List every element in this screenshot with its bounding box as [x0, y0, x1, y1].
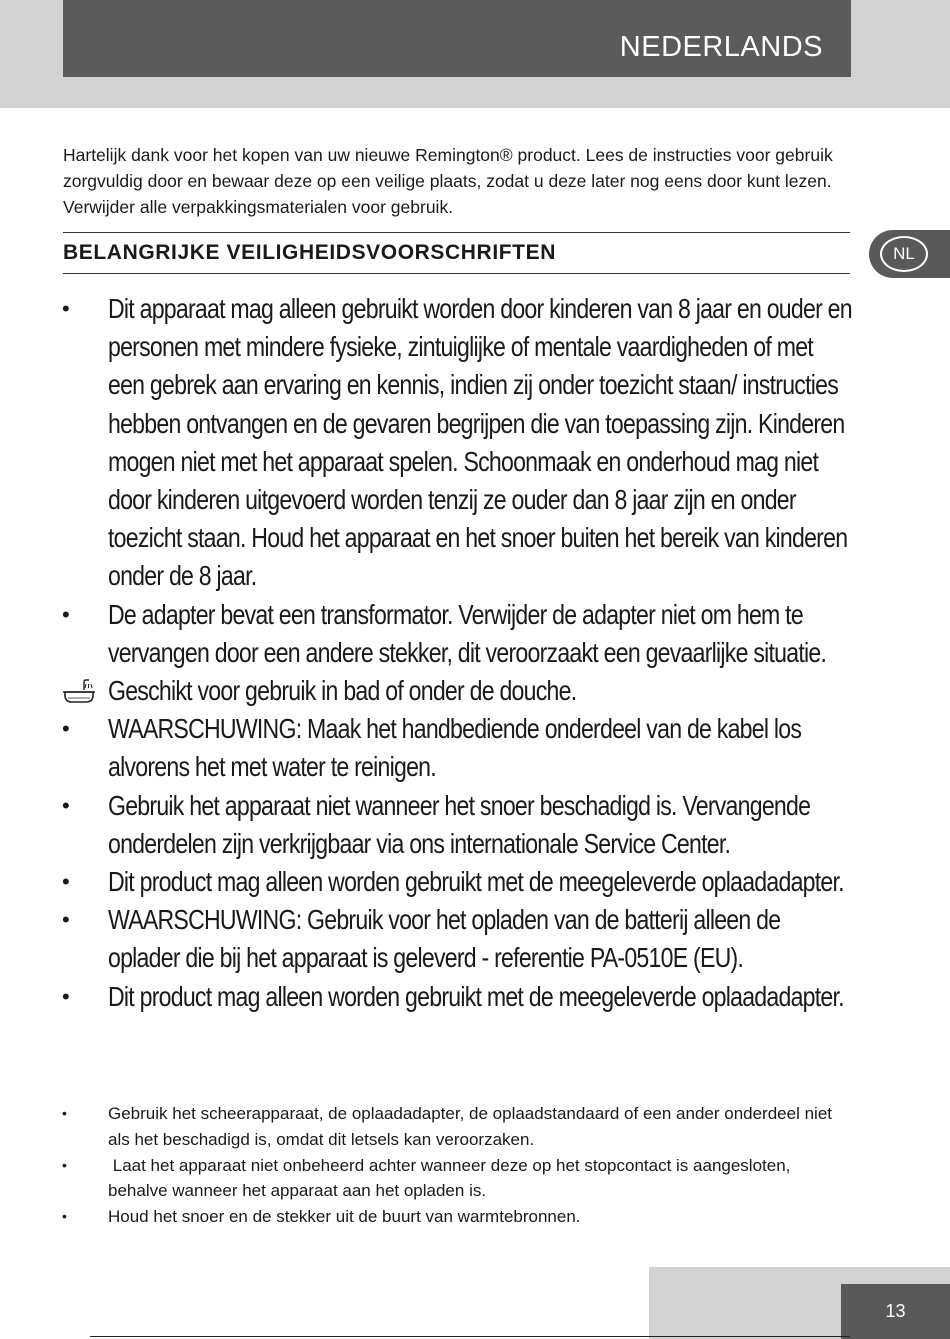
safety-item-text: WAARSCHUWING: Gebruik voor het opladen van de batterij alleen de oplader die bij het apparaat is geleverd - referentie PA-0510E (EU). [108, 904, 781, 974]
bullet: • [62, 601, 70, 627]
footer-rule [90, 1336, 850, 1337]
safety-item [0, 901, 853, 977]
small-item-text: Gebruik het scheerapparaat, de oplaadadapter, de oplaadstandaard of een ander onderdeel niet als het beschadigd is, omdat dit letsels kan veroorzaken. [108, 1104, 832, 1149]
additional-safety-list [0, 1101, 950, 1230]
safety-item-text: Gebruik het apparaat niet wanneer het snoer beschadigd is. Vervangende onderdelen zijn verkrijgbaar via ons internationale Service Center. [108, 789, 811, 859]
safety-item-text: Dit apparaat mag alleen gebruikt worden door kinderen van 8 jaar en ouder en personen met mindere fysieke, zintuiglijke of mentale vaardigheden of met een gebrek aan ervaring en kennis, indien zij onder toezicht staan/ instructies hebben ontvangen en de gevaren begrijpen die van toepassing zijn. Kinderen mogen niet met het apparaat spelen. Schoonmaak en onderhoud mag niet door kinderen uitgevoerd worden tenzij ze ouder dan 8 jaar zijn en onder toezicht staan. Houd het apparaat en het snoer buiten het bereik van kinderen onder de 8 jaar. [108, 293, 852, 592]
small-item-text: Houd het snoer en de stekker uit de buurt van warmtebronnen. [108, 1207, 581, 1227]
bath-shower-icon [62, 678, 96, 704]
language-title: NEDERLANDS [619, 31, 823, 63]
small-item [0, 1153, 838, 1205]
language-header [63, 0, 851, 77]
bullet: • [62, 1105, 67, 1121]
bullet: • [62, 296, 70, 321]
safety-item [0, 978, 853, 1016]
safety-item-text: De adapter bevat een transformator. Verwijder de adapter niet om hem te vervangen door een andere stekker, dit veroorzaakt een gevaarlijke situatie. [108, 598, 827, 668]
safety-item [0, 596, 853, 672]
bullet: • [62, 1208, 67, 1225]
section-rule-top [63, 232, 850, 233]
small-item-text: Laat het apparaat niet onbeheerd achter wanneer deze op het stopcontact is aangesloten, behalve wanneer het apparaat aan het opladen is. [108, 1155, 796, 1201]
intro-paragraph: Hartelijk dank voor het kopen van uw nieuwe Remington® product. Lees de instructies voor gebruik zorgvuldig door en bewaar deze op een veilige plaats, zodat u deze later nog eens door kunt lezen. Verwijder alle verpakkingsmaterialen voor gebruik. [63, 145, 833, 217]
language-tab-label: NL [880, 236, 928, 272]
safety-item [0, 710, 853, 786]
section-rule-bottom [63, 273, 850, 274]
bullet: • [62, 716, 70, 742]
bullet: • [62, 907, 70, 933]
safety-item-text: WAARSCHUWING: Maak het handbediende onderdeel van de kabel los alvorens het met water te reinigen. [108, 713, 802, 783]
bullet: • [62, 792, 70, 818]
safety-item [0, 290, 853, 596]
page-number-box [841, 1284, 950, 1339]
bullet: • [62, 1156, 67, 1173]
safety-item [0, 863, 853, 901]
bullet: • [62, 983, 70, 1009]
safety-item-bath [0, 672, 853, 710]
safety-item [0, 787, 853, 863]
section-title: BELANGRIJKE VEILIGHEIDSVOORSCHRIFTEN [63, 241, 556, 264]
safety-list [0, 290, 950, 1016]
small-item [0, 1204, 838, 1230]
safety-item-text: Geschikt voor gebruik in bad of onder de douche. [108, 675, 577, 707]
safety-item-text: Dit product mag alleen worden gebruikt met de meegeleverde oplaadadapter. [108, 980, 844, 1012]
language-tab [869, 230, 950, 278]
bullet: • [62, 869, 70, 895]
small-item [0, 1101, 838, 1153]
page-number: 13 [885, 1301, 906, 1321]
safety-item-text: Dit product mag alleen worden gebruikt met de meegeleverde oplaadadapter. [108, 866, 844, 898]
